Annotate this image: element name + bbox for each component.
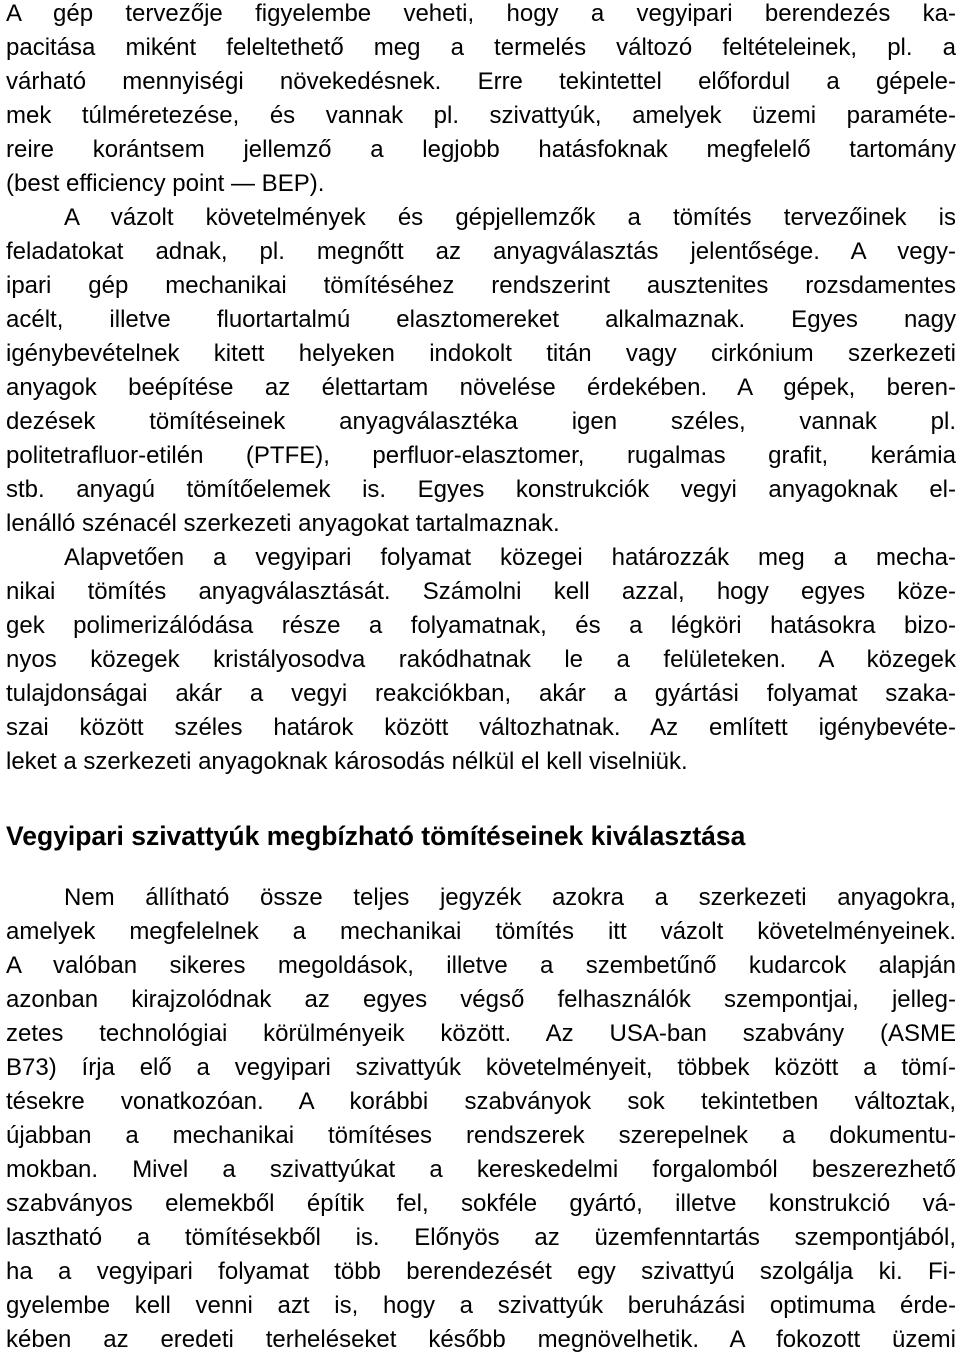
text-line: szabványos elemekből építik fel, sokféle gyártó, illetve konstrukció vá- <box>6 1190 956 1217</box>
paragraph-2 <box>6 201 956 541</box>
text-line: tésekre vonatkozóan. A korábbi szabványok sok tekintetben változtak, <box>6 1088 956 1115</box>
text-line: A gép tervezője figyelembe veheti, hogy a vegyipari berendezés ka- <box>6 0 956 27</box>
text-line: Nem állítható össze teljes jegyzék azokra a szerkezeti anyagokra, <box>64 884 956 911</box>
text-line: kében az eredeti terheléseket később megnövelhetik. A fokozott üzemi <box>6 1326 956 1353</box>
text-line: igénybevételnek kitett helyeken indokolt titán vagy cirkónium szerkezeti <box>6 340 956 367</box>
text-line: leket a szerkezeti anyagoknak károsodás nélkül el kell viselniük. <box>6 748 688 775</box>
text-line: várható mennyiségi növekedésnek. Erre tekintettel előfordul a gépele- <box>6 68 956 95</box>
text-line: ha a vegyipari folyamat több berendezését egy szivattyú szolgálja ki. Fi- <box>6 1258 956 1285</box>
paragraph-4 <box>6 881 956 1357</box>
text-line: feladatokat adnak, pl. megnőtt az anyagválasztás jelentősége. A vegy- <box>6 238 956 265</box>
text-line: lenálló szénacél szerkezeti anyagokat tartalmaznak. <box>6 510 560 537</box>
text-line: amelyek megfelelnek a mechanikai tömítés itt vázolt követelményeinek. <box>6 918 956 945</box>
text-line: nikai tömítés anyagválasztását. Számolni kell azzal, hogy egyes köze- <box>6 578 956 605</box>
text-line: acélt, illetve fluortartalmú elasztomereket alkalmaznak. Egyes nagy <box>6 306 956 333</box>
text-line: mokban. Mivel a szivattyúkat a kereskedelmi forgalomból beszerezhető <box>6 1156 956 1183</box>
text-line: pacitása miként feleltethető meg a termelés változó feltételeinek, pl. a <box>6 34 956 61</box>
text-line: újabban a mechanikai tömítéses rendszerek szerepelnek a dokumentu- <box>6 1122 956 1149</box>
text-line: nyos közegek kristályosodva rakódhatnak le a felületeken. A közegek <box>6 646 956 673</box>
document-page <box>6 0 956 1357</box>
text-line: dezések tömítéseinek anyagválasztéka igen széles, vannak pl. <box>6 408 956 435</box>
text-line: (best efficiency point — BEP). <box>6 170 325 197</box>
text-line: A valóban sikeres megoldások, illetve a szembetűnő kudarcok alapján <box>6 952 956 979</box>
text-line: azonban kirajzolódnak az egyes végső felhasználók szempontjai, jelleg- <box>6 986 956 1013</box>
text-line: gyelembe kell venni azt is, hogy a szivattyúk beruházási optimuma érde- <box>6 1292 956 1319</box>
paragraph-1 <box>6 0 956 201</box>
text-line: Alapvetően a vegyipari folyamat közegei határozzák meg a mecha- <box>64 544 956 571</box>
text-line: reire korántsem jellemző a legjobb hatásfoknak megfelelő tartomány <box>6 136 956 163</box>
text-line: mek túlméretezése, és vannak pl. szivattyúk, amelyek üzemi paraméte- <box>6 102 956 129</box>
text-line: tulajdonságai akár a vegyi reakciókban, akár a gyártási folyamat szaka- <box>6 680 956 707</box>
text-line: A vázolt követelmények és gépjellemzők a tömítés tervezőinek is <box>64 204 956 231</box>
text-line: B73) írja elő a vegyipari szivattyúk követelményeit, többek között a tömí- <box>6 1054 956 1081</box>
section-heading: Vegyipari szivattyúk megbízható tömítéseinek kiválasztása <box>6 821 746 851</box>
text-line: gek polimerizálódása része a folyamatnak, és a légköri hatásokra bizo- <box>6 612 956 639</box>
text-line: szai között széles határok között változhatnak. Az említett igénybevéte- <box>6 714 956 741</box>
text-line: ipari gép mechanikai tömítéséhez rendszerint ausztenites rozsdamentes <box>6 272 956 299</box>
text-line: politetrafluor-etilén (PTFE), perfluor-elasztomer, rugalmas grafit, kerámia <box>6 442 956 469</box>
text-line: lasztható a tömítésekből is. Előnyös az üzemfenntartás szempontjából, <box>6 1224 956 1251</box>
text-line: anyagok beépítése az élettartam növelése érdekében. A gépek, beren- <box>6 374 956 401</box>
text-line: stb. anyagú tömítőelemek is. Egyes konstrukciók vegyi anyagoknak el- <box>6 476 956 503</box>
text-line: zetes technológiai körülményeik között. Az USA-ban szabvány (ASME <box>6 1020 956 1047</box>
paragraph-3 <box>6 541 956 779</box>
